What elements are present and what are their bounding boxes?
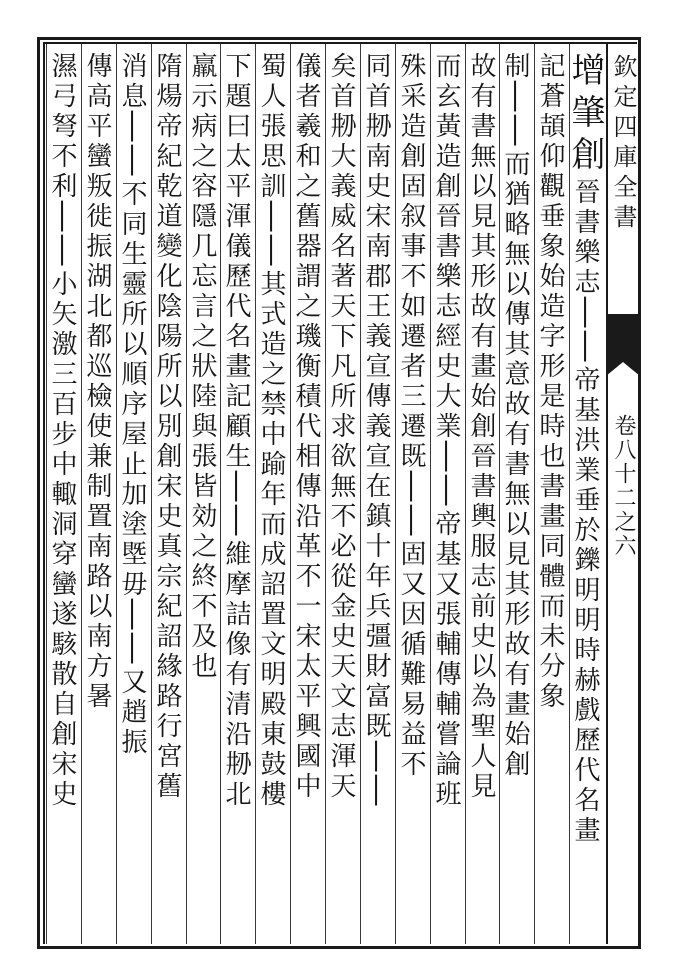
text-column <box>118 52 151 912</box>
text-column <box>432 52 465 912</box>
text-column <box>222 52 255 912</box>
headword: 增肇創 <box>565 52 605 178</box>
column-text: 故有書無以見其形故有畫始創晉書輿服志前史以為聖人見 <box>466 52 496 802</box>
inner-border-top <box>43 42 637 44</box>
column-text: 羸示病之容隱几忘言之狀陸與張皆効之終不及也 <box>187 52 217 682</box>
column-text: 儀者羲和之舊器謂之璣衡積代相傳沿革不一宋太平興國中 <box>291 52 321 802</box>
column-text: 蜀人張思訓││其式造之禁中踰年而成詔置文明殿東鼓樓 <box>256 52 286 810</box>
text-column <box>565 52 605 912</box>
column-text: 晉書樂志││帝基洪業垂於鑠明明時赫戲歷代名畫 <box>570 178 600 846</box>
text-column <box>536 52 569 912</box>
column-text: 濕弓弩不利││小矢激三百步中輙洞穿蠻遂駭散自創宋史 <box>47 52 77 810</box>
text-column <box>327 52 360 912</box>
column-text: 而玄黃造創晉書樂志經史大業││帝基又張輔傳輔嘗論班 <box>431 52 461 810</box>
text-column <box>257 52 290 912</box>
text-column <box>292 52 325 912</box>
column-text: 制││而猶略無以傳其意故有書無以見其形故有畫始創 <box>500 52 530 780</box>
text-column <box>397 52 430 912</box>
column-text: 記蒼頡仰觀垂象始造字形是時也書畫同體而未分象 <box>535 52 565 712</box>
banxin-header <box>606 44 640 944</box>
text-column <box>501 52 534 912</box>
text-column <box>467 52 500 912</box>
text-column <box>83 52 116 912</box>
column-text: 矣首刱大義威名著天下凡所求欲無不必從金史天文志渾天 <box>326 52 356 802</box>
text-column <box>153 52 186 912</box>
volume-number: 卷八十二之六 <box>611 414 636 558</box>
column-text: 同首刱南史宋南郡王義宣傳義宣在鎮十年兵彊財富既││ <box>361 52 391 810</box>
text-column <box>362 52 395 912</box>
column-text: 殊采造創固叙事不如遷者三遷既││固又因循難易益不 <box>396 52 426 780</box>
text-column <box>48 52 81 912</box>
text-column <box>188 52 221 912</box>
column-text: 下題曰太平渾儀歷代名畫記顧生││維摩詰像有清沿刱北 <box>221 52 251 810</box>
book-title: 欽定四庫全書 <box>609 54 637 234</box>
column-text: 隋煬帝紀乾道變化陰陽所以別創宋史真宗紀詔緣路行宮舊 <box>152 52 182 802</box>
column-text: 傳高平蠻叛徙振湖北都巡檢使兼制置南路以南方暑 <box>82 52 112 712</box>
column-text: 消息││不同生靈所以順序屋止加塗塈毋││又趙振 <box>117 52 147 758</box>
fish-tail-mark <box>606 314 640 362</box>
